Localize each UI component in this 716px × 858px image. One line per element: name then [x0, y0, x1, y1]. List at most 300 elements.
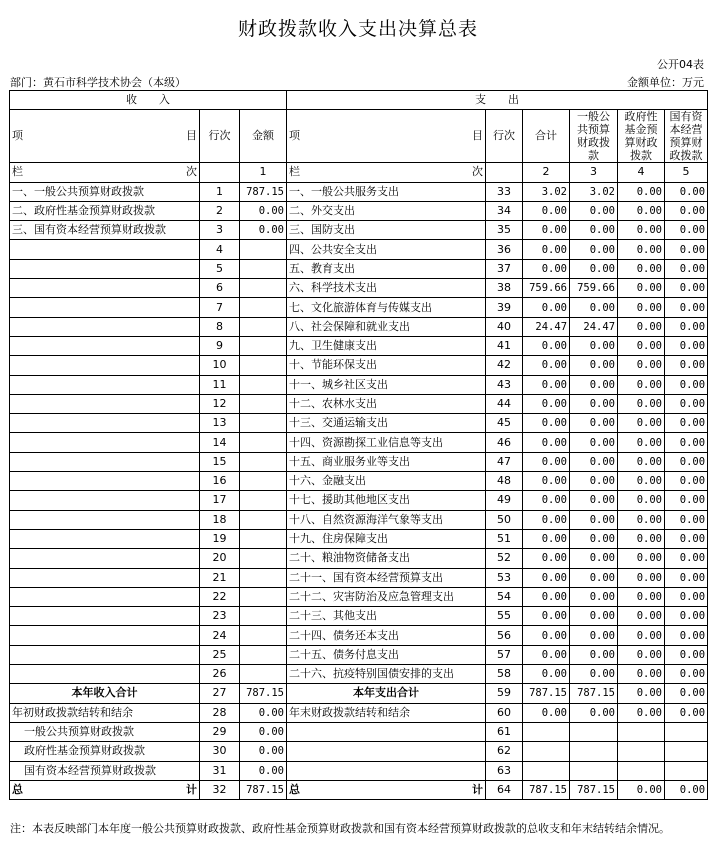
income-rowno-cell: 20	[200, 549, 240, 568]
expense-rowno-cell: 62	[486, 742, 523, 761]
table-row	[10, 336, 708, 355]
income-rowno-cell: 28	[200, 703, 240, 722]
table-row	[10, 645, 708, 664]
carry-sub-row	[10, 742, 708, 761]
general-budget-cell: 0.00	[570, 568, 618, 587]
table-row	[10, 259, 708, 278]
carry-sub-row	[10, 761, 708, 780]
income-amount-cell	[240, 549, 287, 568]
expense-rowno-cell: 49	[486, 491, 523, 510]
gov-fund-cell: 0.00	[618, 259, 665, 278]
table-row	[10, 529, 708, 548]
state-capital-cell: 0.00	[665, 279, 708, 298]
total-cell: 0.00	[523, 472, 570, 491]
gov-fund-cell: 0.00	[618, 375, 665, 394]
income-amount-cell	[240, 298, 287, 317]
state-capital-cell: 0.00	[665, 780, 708, 799]
income-amount-cell: 787.15	[240, 780, 287, 799]
expense-item-cell: 十七、援助其他地区支出	[287, 491, 486, 510]
total-cell: 0.00	[523, 298, 570, 317]
table-row	[10, 279, 708, 298]
income-rowno-cell: 16	[200, 472, 240, 491]
income-item-cell: 一、一般公共预算财政拨款	[10, 182, 200, 201]
income-item-cell	[10, 472, 200, 491]
expense-item-header: 项 目	[287, 110, 486, 163]
income-rowno-header: 行次	[200, 110, 240, 163]
state-capital-cell: 0.00	[665, 703, 708, 722]
amount-unit-label: 金额单位：万元	[627, 76, 704, 89]
total-cell: 0.00	[523, 703, 570, 722]
income-amount-cell	[240, 240, 287, 259]
expense-rowno-cell: 36	[486, 240, 523, 259]
general-budget-cell: 0.00	[570, 298, 618, 317]
income-item-cell	[10, 587, 200, 606]
income-amount-cell	[240, 394, 287, 413]
table-row	[10, 433, 708, 452]
total-cell: 0.00	[523, 491, 570, 510]
table-row	[10, 665, 708, 684]
gov-fund-cell: 0.00	[618, 607, 665, 626]
gov-fund-cell: 0.00	[618, 317, 665, 336]
expense-item-cell: 十八、自然资源海洋气象等支出	[287, 510, 486, 529]
income-rowno-cell: 26	[200, 665, 240, 684]
income-rowno-cell: 27	[200, 684, 240, 703]
general-budget-cell: 0.00	[570, 703, 618, 722]
expense-rowno-cell: 46	[486, 433, 523, 452]
income-item-cell	[10, 414, 200, 433]
expense-item-cell: 二十三、其他支出	[287, 607, 486, 626]
gov-fund-cell: 0.00	[618, 452, 665, 471]
state-capital-cell	[665, 742, 708, 761]
state-capital-cell: 0.00	[665, 452, 708, 471]
state-capital-cell: 0.00	[665, 317, 708, 336]
total-cell: 759.66	[523, 279, 570, 298]
gov-fund-cell: 0.00	[618, 549, 665, 568]
income-rowno-cell: 19	[200, 529, 240, 548]
expense-item-cell: 十二、农林水支出	[287, 394, 486, 413]
income-item-cell	[10, 375, 200, 394]
income-rowno-cell: 15	[200, 452, 240, 471]
general-budget-cell: 0.00	[570, 259, 618, 278]
income-amount-cell: 0.00	[240, 703, 287, 722]
state-capital-cell	[665, 761, 708, 780]
state-capital-cell: 0.00	[665, 510, 708, 529]
table-row	[10, 626, 708, 645]
general-budget-cell: 0.00	[570, 626, 618, 645]
expense-item-cell: 二十四、债务还本支出	[287, 626, 486, 645]
expense-rowno-cell: 58	[486, 665, 523, 684]
expense-rowno-cell: 45	[486, 414, 523, 433]
table-row	[10, 607, 708, 626]
table-row	[10, 356, 708, 375]
table-row	[10, 452, 708, 471]
state-capital-cell: 0.00	[665, 336, 708, 355]
state-capital-cell: 0.00	[665, 375, 708, 394]
income-amount-cell	[240, 375, 287, 394]
expense-item-cell: 二十五、债务付息支出	[287, 645, 486, 664]
state-capital-cell: 0.00	[665, 626, 708, 645]
income-rowno-cell: 6	[200, 279, 240, 298]
general-budget-cell	[570, 742, 618, 761]
state-capital-cell: 0.00	[665, 356, 708, 375]
expense-rowno-cell: 52	[486, 549, 523, 568]
general-budget-cell	[570, 761, 618, 780]
income-item-cell	[10, 568, 200, 587]
gov-fund-header: 政府性基金预算财政拨款	[618, 110, 665, 163]
income-rowno-cell: 8	[200, 317, 240, 336]
income-amount-cell	[240, 414, 287, 433]
general-budget-cell: 0.00	[570, 645, 618, 664]
gov-fund-cell: 0.00	[618, 491, 665, 510]
expense-item-cell: 七、文化旅游体育与传媒支出	[287, 298, 486, 317]
carry-over-row	[10, 703, 708, 722]
expense-item-cell: 十三、交通运输支出	[287, 414, 486, 433]
table-row	[10, 568, 708, 587]
expense-item-cell: 十、节能环保支出	[287, 356, 486, 375]
table-row	[10, 587, 708, 606]
expense-item-cell: 九、卫生健康支出	[287, 336, 486, 355]
income-item-cell: 本年收入合计	[10, 684, 200, 703]
lan-label: 栏 次	[10, 163, 200, 182]
gov-fund-cell: 0.00	[618, 529, 665, 548]
total-cell: 0.00	[523, 665, 570, 684]
income-section-header: 收 入	[10, 91, 287, 110]
income-rowno-cell: 13	[200, 414, 240, 433]
income-amount-cell	[240, 336, 287, 355]
general-budget-cell: 0.00	[570, 221, 618, 240]
grand-total-row	[10, 780, 708, 799]
expense-item-cell: 一、一般公共服务支出	[287, 182, 486, 201]
footnote: 注：本表反映部门本年度一般公共预算财政拨款、政府性基金预算财政拨款和国有资本经营预算财政拨款的总收支和年末结转结余情况。	[10, 822, 670, 835]
total-cell: 0.00	[523, 607, 570, 626]
income-rowno-cell: 5	[200, 259, 240, 278]
gov-fund-cell	[618, 722, 665, 741]
income-item-cell	[10, 356, 200, 375]
gov-fund-cell: 0.00	[618, 221, 665, 240]
income-item-cell	[10, 549, 200, 568]
state-capital-cell: 0.00	[665, 568, 708, 587]
income-rowno-cell: 1	[200, 182, 240, 201]
income-rowno-cell: 11	[200, 375, 240, 394]
column-index-row: 栏 次 1 栏 次 2 3 4 5	[10, 163, 708, 182]
general-budget-cell: 759.66	[570, 279, 618, 298]
income-item-cell	[10, 279, 200, 298]
expense-rowno-cell: 41	[486, 336, 523, 355]
total-cell: 0.00	[523, 240, 570, 259]
income-item-cell	[10, 452, 200, 471]
total-cell: 0.00	[523, 259, 570, 278]
general-budget-cell: 0.00	[570, 452, 618, 471]
gov-fund-cell: 0.00	[618, 433, 665, 452]
expense-rowno-cell: 63	[486, 761, 523, 780]
table-row	[10, 414, 708, 433]
gov-fund-cell	[618, 742, 665, 761]
total-cell: 0.00	[523, 394, 570, 413]
total-cell	[523, 761, 570, 780]
form-number: 公开04表	[657, 58, 704, 71]
expense-item-cell: 五、教育支出	[287, 259, 486, 278]
general-budget-cell: 3.02	[570, 182, 618, 201]
expense-rowno-cell: 54	[486, 587, 523, 606]
expense-rowno-cell: 34	[486, 201, 523, 220]
expense-rowno-cell: 56	[486, 626, 523, 645]
total-cell: 0.00	[523, 414, 570, 433]
income-item-header: 项 目	[10, 110, 200, 163]
general-budget-cell: 0.00	[570, 549, 618, 568]
expense-item-cell: 十六、金融支出	[287, 472, 486, 491]
income-amount-cell	[240, 472, 287, 491]
income-rowno-cell: 12	[200, 394, 240, 413]
gov-fund-cell: 0.00	[618, 568, 665, 587]
general-budget-cell: 0.00	[570, 356, 618, 375]
income-item-cell	[10, 510, 200, 529]
expense-rowno-cell: 40	[486, 317, 523, 336]
total-cell: 0.00	[523, 201, 570, 220]
income-amount-cell	[240, 665, 287, 684]
total-cell: 0.00	[523, 568, 570, 587]
total-cell	[523, 742, 570, 761]
income-amount-cell: 0.00	[240, 201, 287, 220]
income-amount-cell	[240, 491, 287, 510]
income-item-cell: 一般公共预算财政拨款	[10, 722, 200, 741]
expense-item-cell	[287, 742, 486, 761]
total-cell: 24.47	[523, 317, 570, 336]
expense-item-cell: 本年支出合计	[287, 684, 486, 703]
total-cell: 0.00	[523, 529, 570, 548]
gov-fund-cell	[618, 761, 665, 780]
income-amount-header: 金额	[240, 110, 287, 163]
income-rowno-cell: 21	[200, 568, 240, 587]
total-header: 合计	[523, 110, 570, 163]
income-amount-cell	[240, 568, 287, 587]
general-budget-cell: 787.15	[570, 780, 618, 799]
income-amount-cell	[240, 259, 287, 278]
state-capital-cell: 0.00	[665, 684, 708, 703]
state-capital-cell: 0.00	[665, 529, 708, 548]
total-cell: 0.00	[523, 587, 570, 606]
gov-fund-cell: 0.00	[618, 394, 665, 413]
income-rowno-cell: 31	[200, 761, 240, 780]
total-cell: 0.00	[523, 452, 570, 471]
state-capital-header: 国有资本经营预算财政拨款	[665, 110, 708, 163]
general-budget-cell: 0.00	[570, 240, 618, 259]
general-budget-cell: 0.00	[570, 587, 618, 606]
gov-fund-cell: 0.00	[618, 703, 665, 722]
expense-rowno-cell: 47	[486, 452, 523, 471]
income-item-cell	[10, 491, 200, 510]
expense-rowno-cell: 53	[486, 568, 523, 587]
expense-item-cell: 十五、商业服务业等支出	[287, 452, 486, 471]
income-rowno-cell: 10	[200, 356, 240, 375]
general-budget-cell: 0.00	[570, 529, 618, 548]
income-item-cell	[10, 240, 200, 259]
lan-label: 栏 次	[287, 163, 486, 182]
income-item-cell	[10, 607, 200, 626]
table-row	[10, 549, 708, 568]
expense-rowno-cell: 51	[486, 529, 523, 548]
state-capital-cell: 0.00	[665, 414, 708, 433]
total-cell: 0.00	[523, 336, 570, 355]
income-amount-cell: 0.00	[240, 761, 287, 780]
income-rowno-cell: 14	[200, 433, 240, 452]
income-rowno-cell: 22	[200, 587, 240, 606]
page-title: 财政拨款收入支出决算总表	[237, 18, 478, 40]
department-label: 部门：黄石市科学技术协会（本级）	[10, 76, 186, 89]
income-rowno-cell: 25	[200, 645, 240, 664]
total-cell	[523, 722, 570, 741]
expense-rowno-cell: 35	[486, 221, 523, 240]
expense-rowno-cell: 39	[486, 298, 523, 317]
gov-fund-cell: 0.00	[618, 510, 665, 529]
expense-item-cell: 六、科学技术支出	[287, 279, 486, 298]
income-amount-cell: 787.15	[240, 684, 287, 703]
income-amount-cell	[240, 645, 287, 664]
gov-fund-cell: 0.00	[618, 626, 665, 645]
table-row	[10, 394, 708, 413]
income-item-cell	[10, 665, 200, 684]
income-amount-cell: 0.00	[240, 742, 287, 761]
gov-fund-cell: 0.00	[618, 665, 665, 684]
general-budget-cell: 24.47	[570, 317, 618, 336]
state-capital-cell: 0.00	[665, 201, 708, 220]
expense-rowno-cell: 55	[486, 607, 523, 626]
gov-fund-cell: 0.00	[618, 414, 665, 433]
expense-item-cell: 八、社会保障和就业支出	[287, 317, 486, 336]
total-cell: 0.00	[523, 221, 570, 240]
expense-item-cell: 十九、住房保障支出	[287, 529, 486, 548]
income-amount-cell	[240, 529, 287, 548]
state-capital-cell: 0.00	[665, 240, 708, 259]
general-budget-cell: 0.00	[570, 201, 618, 220]
income-amount-cell	[240, 356, 287, 375]
total-cell: 0.00	[523, 356, 570, 375]
income-item-cell: 二、政府性基金预算财政拨款	[10, 201, 200, 220]
expense-rowno-cell: 61	[486, 722, 523, 741]
income-rowno-cell: 30	[200, 742, 240, 761]
income-rowno-cell: 23	[200, 607, 240, 626]
grand-total-label: 总 计	[287, 780, 486, 799]
expense-rowno-cell: 60	[486, 703, 523, 722]
general-budget-cell: 0.00	[570, 607, 618, 626]
general-budget-cell: 0.00	[570, 375, 618, 394]
table-row	[10, 317, 708, 336]
state-capital-cell: 0.00	[665, 221, 708, 240]
state-capital-cell	[665, 722, 708, 741]
state-capital-cell: 0.00	[665, 259, 708, 278]
expense-item-cell: 二十二、灾害防治及应急管理支出	[287, 587, 486, 606]
state-capital-cell: 0.00	[665, 472, 708, 491]
income-item-cell	[10, 626, 200, 645]
expense-item-cell: 二十六、抗疫特别国债安排的支出	[287, 665, 486, 684]
gov-fund-cell: 0.00	[618, 780, 665, 799]
income-rowno-cell: 32	[200, 780, 240, 799]
table-row	[10, 375, 708, 394]
expense-item-cell: 四、公共安全支出	[287, 240, 486, 259]
column-header-row	[10, 110, 708, 163]
general-budget-cell: 787.15	[570, 684, 618, 703]
expense-item-cell	[287, 722, 486, 741]
state-capital-cell: 0.00	[665, 491, 708, 510]
income-amount-cell	[240, 317, 287, 336]
gov-fund-cell: 0.00	[618, 240, 665, 259]
state-capital-cell: 0.00	[665, 645, 708, 664]
income-rowno-cell: 2	[200, 201, 240, 220]
expense-rowno-cell: 42	[486, 356, 523, 375]
income-item-cell	[10, 394, 200, 413]
expense-rowno-cell: 37	[486, 259, 523, 278]
expense-item-cell: 十一、城乡社区支出	[287, 375, 486, 394]
table-row	[10, 182, 708, 201]
gov-fund-cell: 0.00	[618, 684, 665, 703]
total-cell: 0.00	[523, 645, 570, 664]
income-amount-cell: 0.00	[240, 722, 287, 741]
table-row	[10, 201, 708, 220]
expense-section-header: 支 出	[287, 91, 708, 110]
gov-fund-cell: 0.00	[618, 201, 665, 220]
income-item-cell: 政府性基金预算财政拨款	[10, 742, 200, 761]
total-cell: 0.00	[523, 375, 570, 394]
carry-sub-row	[10, 722, 708, 741]
state-capital-cell: 0.00	[665, 665, 708, 684]
income-amount-cell	[240, 607, 287, 626]
income-amount-cell	[240, 279, 287, 298]
general-budget-cell: 0.00	[570, 414, 618, 433]
income-item-cell	[10, 529, 200, 548]
state-capital-cell: 0.00	[665, 182, 708, 201]
expense-item-cell: 年末财政拨款结转和结余	[287, 703, 486, 722]
income-item-cell: 三、国有资本经营预算财政拨款	[10, 221, 200, 240]
section-header-row	[10, 91, 708, 110]
income-item-cell	[10, 317, 200, 336]
income-item-cell: 年初财政拨款结转和结余	[10, 703, 200, 722]
income-rowno-cell: 24	[200, 626, 240, 645]
table-row	[10, 472, 708, 491]
expense-item-cell: 二、外交支出	[287, 201, 486, 220]
total-cell: 3.02	[523, 182, 570, 201]
table-row	[10, 298, 708, 317]
income-amount-cell	[240, 510, 287, 529]
total-cell: 0.00	[523, 549, 570, 568]
income-rowno-cell: 29	[200, 722, 240, 741]
general-budget-cell: 0.00	[570, 472, 618, 491]
expense-item-cell	[287, 761, 486, 780]
table-row	[10, 491, 708, 510]
general-budget-cell: 0.00	[570, 491, 618, 510]
expense-rowno-cell: 59	[486, 684, 523, 703]
general-budget-cell	[570, 722, 618, 741]
table-row	[10, 221, 708, 240]
expense-item-cell: 三、国防支出	[287, 221, 486, 240]
gov-fund-cell: 0.00	[618, 472, 665, 491]
total-cell: 0.00	[523, 433, 570, 452]
income-amount-cell	[240, 433, 287, 452]
general-budget-cell: 0.00	[570, 433, 618, 452]
income-rowno-cell: 18	[200, 510, 240, 529]
income-rowno-cell: 3	[200, 221, 240, 240]
table-row	[10, 240, 708, 259]
gov-fund-cell: 0.00	[618, 298, 665, 317]
income-item-cell	[10, 336, 200, 355]
general-budget-cell: 0.00	[570, 394, 618, 413]
general-budget-cell: 0.00	[570, 336, 618, 355]
gov-fund-cell: 0.00	[618, 587, 665, 606]
expense-rowno-cell: 33	[486, 182, 523, 201]
income-rowno-cell: 7	[200, 298, 240, 317]
expense-item-cell: 十四、资源勘探工业信息等支出	[287, 433, 486, 452]
year-total-row	[10, 684, 708, 703]
expense-rowno-cell: 48	[486, 472, 523, 491]
income-item-cell: 国有资本经营预算财政拨款	[10, 761, 200, 780]
